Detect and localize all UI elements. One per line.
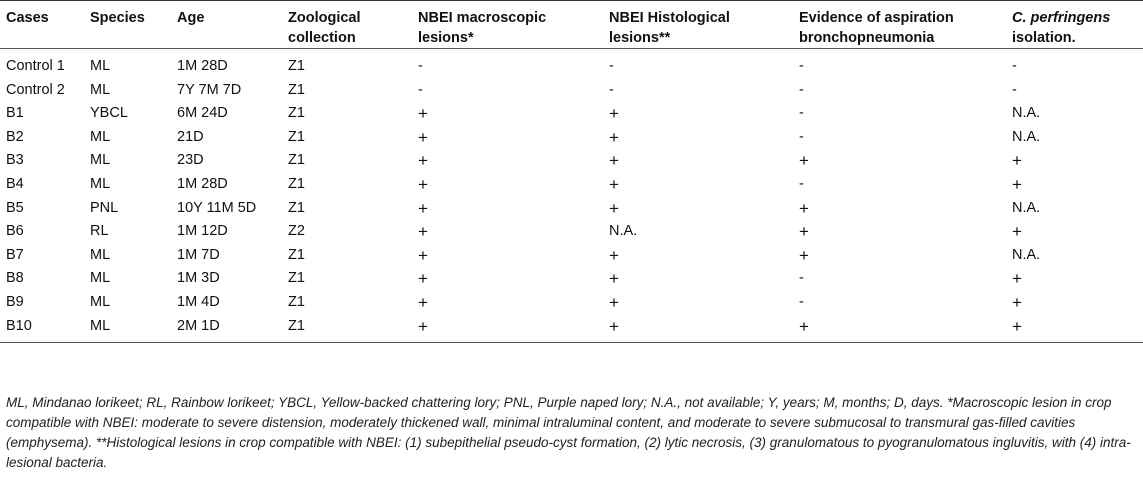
- cell-aspiration: +: [799, 316, 809, 336]
- cell-zoo: Z1: [288, 81, 305, 98]
- cell-age: 23D: [177, 152, 204, 169]
- cell-perf: -: [1012, 81, 1017, 98]
- cell-macro: +: [418, 222, 428, 242]
- cell-age: 1M 28D: [177, 58, 228, 74]
- cell-perf: +: [1012, 292, 1022, 312]
- cell-case: B9: [6, 293, 24, 310]
- col-header-macro: NBEI macroscopic lesions*: [418, 10, 547, 46]
- cell-aspiration: +: [799, 151, 809, 171]
- cell-species: ML: [90, 81, 111, 98]
- cell-case: Control 2: [6, 81, 65, 98]
- cell-macro: -: [418, 58, 423, 74]
- cell-aspiration: +: [799, 222, 809, 242]
- cell-histo: +: [609, 127, 619, 147]
- cell-macro: +: [418, 151, 428, 171]
- cell-histo: -: [609, 58, 614, 74]
- cell-case: B1: [6, 105, 24, 122]
- cell-aspiration: -: [799, 105, 804, 122]
- cell-histo: +: [609, 292, 619, 312]
- table-row: [0, 49, 1143, 79]
- col-header-cases: Cases: [6, 10, 49, 26]
- cell-macro: +: [418, 104, 428, 124]
- cell-case: B6: [6, 223, 24, 240]
- cell-perf: -: [1012, 58, 1017, 74]
- cell-aspiration: -: [799, 293, 804, 310]
- cell-histo: +: [609, 174, 619, 194]
- cell-zoo: Z1: [288, 270, 305, 287]
- cell-case: B7: [6, 246, 24, 263]
- cell-species: RL: [90, 223, 109, 240]
- cell-age: 21D: [177, 128, 204, 145]
- cell-age: 10Y 11M 5D: [177, 199, 257, 216]
- col-header-age: Age: [177, 10, 205, 26]
- table-row: [0, 102, 1143, 126]
- table-row: [0, 244, 1143, 268]
- cell-age: 1M 3D: [177, 270, 220, 287]
- cell-species: ML: [90, 246, 111, 263]
- cell-species: ML: [90, 175, 111, 192]
- cell-macro: +: [418, 174, 428, 194]
- cell-aspiration: -: [799, 175, 804, 192]
- cell-zoo: Z1: [288, 293, 305, 310]
- cell-perf: N.A.: [1012, 128, 1041, 145]
- cell-age: 6M 24D: [177, 105, 228, 122]
- col-header-aspiration: Evidence of aspiration bronchopneumonia: [799, 10, 954, 46]
- table-row: [0, 197, 1143, 221]
- cell-macro: -: [418, 81, 423, 98]
- cell-aspiration: -: [799, 128, 804, 145]
- table-row: [0, 315, 1143, 343]
- cell-case: B4: [6, 175, 24, 192]
- cell-histo: +: [609, 198, 619, 218]
- table-row: [0, 220, 1143, 244]
- table-row: [0, 267, 1143, 291]
- cell-zoo: Z1: [288, 175, 305, 192]
- cell-zoo: Z1: [288, 317, 305, 334]
- table-row: [0, 291, 1143, 315]
- cell-aspiration: -: [799, 58, 804, 74]
- cell-zoo: Z1: [288, 152, 305, 169]
- cell-species: PNL: [90, 199, 119, 216]
- cell-histo: +: [609, 269, 619, 289]
- cell-histo: +: [609, 151, 619, 171]
- table-row: [0, 79, 1143, 103]
- cell-histo: +: [609, 245, 619, 265]
- cell-perf: +: [1012, 174, 1022, 194]
- cell-aspiration: -: [799, 270, 804, 287]
- cell-age: 1M 4D: [177, 293, 220, 310]
- cell-perf: +: [1012, 316, 1022, 336]
- col-header-species: Species: [90, 10, 145, 26]
- cell-species: ML: [90, 293, 111, 310]
- cell-histo: N.A.: [609, 223, 638, 240]
- cell-species: ML: [90, 58, 111, 74]
- cell-macro: +: [418, 245, 428, 265]
- cell-species: ML: [90, 128, 111, 145]
- cell-case: B10: [6, 317, 32, 334]
- cell-species: ML: [90, 270, 111, 287]
- cell-macro: +: [418, 292, 428, 312]
- table-row: [0, 173, 1143, 197]
- cell-macro: +: [418, 127, 428, 147]
- header-row: [0, 1, 1143, 49]
- cell-age: 1M 12D: [177, 223, 228, 240]
- cell-macro: +: [418, 316, 428, 336]
- cell-aspiration: -: [799, 81, 804, 98]
- cell-perf: N.A.: [1012, 246, 1041, 263]
- cell-aspiration: +: [799, 198, 809, 218]
- cell-case: B3: [6, 152, 24, 169]
- cell-case: B8: [6, 270, 24, 287]
- cell-histo: +: [609, 316, 619, 336]
- cell-macro: +: [418, 198, 428, 218]
- table-footnote: ML, Mindanao lorikeet; RL, Rainbow lorikeet; YBCL, Yellow-backed chattering lory; PNL, Purple naped lory; N.A., not available; Y, years; M, months; D, days. *Macroscopic lesion in crop compatible with NBEI: moderate to severe distension, moderately thickened wall, minimal intraluminal content, and moderate to severe submucosal to transmural gas-filled cavities (emphysema). **Histological lesions in crop compatible with NBEI: (1) subepithelial pseudo-cyst formation, (2) lytic necrosis, (3) granulomatous to pyogranulomatous ingluvitis, with (4) intra-lesional bacteria.: [6, 395, 1131, 470]
- cell-zoo: Z1: [288, 105, 305, 122]
- cell-species: ML: [90, 152, 111, 169]
- table-row: [0, 126, 1143, 150]
- col-header-perfringens: C. perfringens isolation.: [1012, 10, 1111, 46]
- cell-zoo: Z1: [288, 128, 305, 145]
- cell-macro: +: [418, 269, 428, 289]
- cell-perf: +: [1012, 222, 1022, 242]
- cell-zoo: Z1: [288, 58, 305, 74]
- cell-histo: +: [609, 104, 619, 124]
- cell-age: 2M 1D: [177, 317, 220, 334]
- cell-species: YBCL: [90, 105, 128, 122]
- cell-perf: +: [1012, 151, 1022, 171]
- cell-age: 7Y 7M 7D: [177, 81, 242, 98]
- cell-zoo: Z1: [288, 199, 305, 216]
- cell-histo: -: [609, 81, 614, 98]
- cell-case: Control 1: [6, 58, 65, 74]
- cell-species: ML: [90, 317, 111, 334]
- table-row: [0, 149, 1143, 173]
- cell-case: B2: [6, 128, 24, 145]
- cell-perf: N.A.: [1012, 199, 1041, 216]
- cell-age: 1M 28D: [177, 175, 228, 192]
- cell-zoo: Z2: [288, 223, 305, 240]
- cell-perf: +: [1012, 269, 1022, 289]
- cell-age: 1M 7D: [177, 246, 220, 263]
- col-header-zoo: Zoological collection: [288, 10, 361, 46]
- cell-aspiration: +: [799, 245, 809, 265]
- cell-perf: N.A.: [1012, 105, 1041, 122]
- col-header-histo: NBEI Histological lesions**: [609, 10, 730, 46]
- cell-zoo: Z1: [288, 246, 305, 263]
- cell-case: B5: [6, 199, 24, 216]
